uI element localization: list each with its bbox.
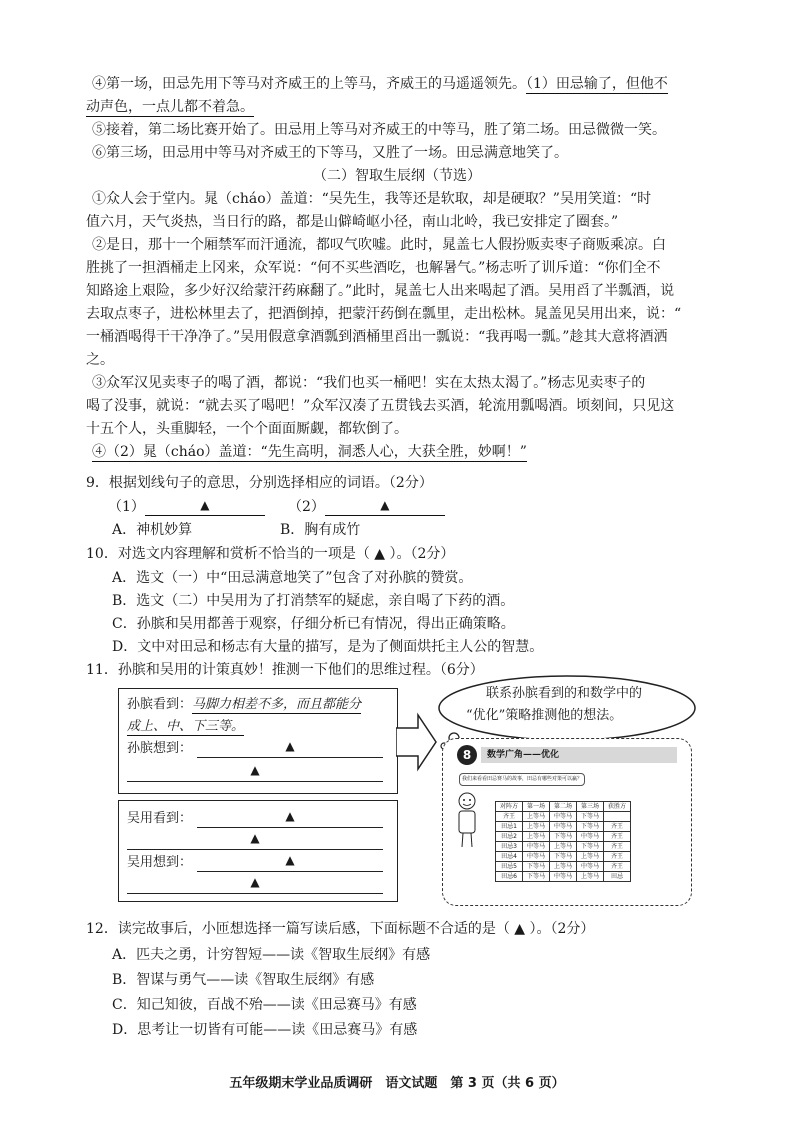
q12-option-b: B．智谋与勇气——读《智取生辰纲》有感 [112, 972, 375, 988]
q12-option-d: D．思考让一切皆有可能——读《田忌赛马》有感 [112, 1022, 418, 1038]
table-cell: 中等马 [550, 872, 577, 882]
page-footer [0, 1072, 794, 1091]
page-number: 第 3 页（共 6 页） [450, 1076, 565, 1091]
q12-option-a: A．匹夫之勇，计穷智短——读《智取生辰纲》有感 [112, 947, 431, 963]
table-cell: 下等马 [550, 852, 577, 862]
table-cell: 第一场 [523, 802, 550, 812]
story1-p4-text: ④第一场，田忌先用下等马对齐威王的上等马，齐威王的马遥遥领先。 [92, 76, 526, 92]
story2-paragraph-2-line4: 去取点枣子，进松林里去了，把酒倒掉，把蒙汗药倒在瓢里，走出松林。晁盖见吴用出来，说：“ [86, 306, 682, 322]
textbook-note: 我们来看看田忌赛马的故事，田忌有哪些对策可以赢？ [459, 773, 585, 786]
triangle-icon: ▲ [380, 498, 390, 512]
q10-option-d: D．文中对田忌和杨志有大量的描写，是为了侧面烘托主人公的智慧。 [112, 639, 544, 655]
exam-title: 五年级期末学业品质调研 语文试题 [229, 1076, 438, 1091]
cloud-text-1: 联系孙膑看到的和数学中的 [486, 686, 643, 701]
triangle-icon: ▲ [285, 809, 295, 823]
table-cell: 田忌3 [496, 842, 523, 852]
sun-bin-see-text: 马脚力相差不多，而且都能分 [192, 697, 362, 712]
answer-blank-1[interactable] [145, 497, 265, 516]
q10-stem: 10．对选文内容理解和赏析不恰当的一项是（ ▲ ）。（2分） [86, 546, 455, 562]
table-row [496, 852, 631, 862]
story1-paragraph-4 [92, 73, 692, 96]
underlined-sentence-2: ④（2）晁（cháo）盖道：“先生高明，洞悉人心，大获全胜，妙啊！” [92, 444, 527, 460]
story2-paragraph-1: ①众人会于堂内。晁（cháo）盖道：“吴先生，我等还是软取，却是硬取？”吴用笑道：“时 [92, 191, 652, 207]
story2-paragraph-3: ③众军汉见卖枣子的喝了酒，都说：“我们也买一桶吧！实在太热太渴了。”杨志见卖枣子的 [92, 375, 646, 391]
table-cell [604, 812, 631, 822]
table-header-row [496, 802, 631, 812]
sun-bin-box [118, 688, 398, 794]
table-cell: 齐王 [604, 822, 631, 832]
table-cell: 上等马 [523, 812, 550, 822]
table-cell: 上等马 [523, 832, 550, 842]
table-cell: 下等马 [577, 812, 604, 822]
table-cell: 上等马 [523, 822, 550, 832]
table-cell: 下等马 [523, 862, 550, 872]
table-cell: 对阵方 [496, 802, 523, 812]
table-row [496, 862, 631, 872]
textbook-excerpt [442, 738, 692, 906]
story2-paragraph-2-line3: 知路途上艰险，多少好汉给蒙汗药麻翻了。”此时，晁盖七人出来喝起了酒。吴用舀了半瓢酒，说 [86, 283, 675, 299]
table-row [496, 812, 631, 822]
triangle-icon: ▲ [250, 831, 260, 845]
story2-paragraph-1-cont: 值六月，天气炎热，当日行的路，都是山僻崎岖小径，南山北岭，我已安排定了圈套。” [86, 214, 619, 230]
story1-paragraph-6: ⑥第三场，田忌用中等马对齐威王的下等马，又胜了一场。田忌满意地笑了。 [92, 145, 568, 161]
table-cell: 下等马 [577, 822, 604, 832]
q9-blank-2[interactable]: （2） ▲ [288, 496, 445, 516]
table-cell: 中等马 [577, 862, 604, 872]
underlined-sentence-1-cont: 动声色，一点儿都不着急。 [86, 99, 254, 115]
table-cell: 上等马 [577, 852, 604, 862]
story1-paragraph-4-cont [86, 96, 686, 119]
student-figure-icon [453, 791, 485, 851]
story2-paragraph-2-line5: 一桶酒喝得干干净净了。”吴用假意拿酒瓢到酒桶里舀出一瓢说：“我再喝一瓢。”趁其大意将酒洒 [86, 329, 668, 345]
table-cell: 田忌5 [496, 862, 523, 872]
table-row [496, 842, 631, 852]
sun-bin-think-label: 孙膑想到： [127, 741, 193, 756]
table-cell: 中等马 [523, 852, 550, 862]
story1-paragraph-5: ⑤接着，第二场比赛开始了。田忌用上等马对齐威王的中等马，胜了第二场。田忌微微一笑。 [92, 122, 666, 138]
story2-paragraph-2-line6: 之。 [86, 352, 114, 368]
lesson-number-badge: 8 [457, 745, 477, 765]
table-cell: 齐王 [604, 842, 631, 852]
table-cell: 齐王 [604, 852, 631, 862]
table-cell: 上等马 [550, 862, 577, 872]
table-cell: 下等马 [550, 832, 577, 842]
table-cell: 上等马 [577, 872, 604, 882]
table-cell: 第二场 [550, 802, 577, 812]
wu-yong-see-blank-2[interactable] [127, 831, 383, 850]
horse-race-table [495, 801, 631, 882]
cloud-text-2: “优化”策略推测他的想法。 [466, 708, 623, 723]
story2-paragraph-3-line3: 十五个人，头重脚轻，一个个面面厮觑，都软倒了。 [86, 421, 408, 437]
wu-yong-think-blank-2[interactable] [127, 875, 383, 894]
underlined-sentence-1: （1）田忌输了，但他不 [526, 76, 668, 92]
q11-stem: 11．孙膑和吴用的计策真妙！推测一下他们的思维过程。（6分） [86, 662, 484, 678]
table-cell: 下等马 [577, 842, 604, 852]
story2-paragraph-2: ②是日，那十一个厢禁军而汗通流，都叹气吹嘘。此时，晁盖七人假扮贩卖枣子商贩乘凉。白 [92, 237, 666, 253]
table-cell: 第三场 [577, 802, 604, 812]
q9-option-a: A．神机妙算 [112, 522, 193, 538]
table-cell: 齐王 [496, 812, 523, 822]
table-cell: 田忌 [604, 872, 631, 882]
story2-paragraph-4 [92, 441, 692, 464]
triangle-icon: ▲ [285, 853, 295, 867]
table-row [496, 872, 631, 882]
wu-yong-see-label: 吴用看到： [127, 811, 193, 826]
table-cell: 中等马 [577, 832, 604, 842]
story2-heading: （二）智取生辰纲（节选） [313, 168, 481, 184]
sun-bin-think-blank-1[interactable] [197, 739, 383, 758]
q9-stem: 9．根据划线句子的意思，分别选择相应的词语。（2分） [86, 475, 433, 491]
table-cell: 下等马 [523, 872, 550, 882]
q9-option-b: B．胸有成竹 [280, 522, 361, 538]
q10-option-c: C．孙膑和吴用都善于观察，仔细分析已有情况，得出正确策略。 [112, 616, 515, 632]
q12-stem: 12．读完故事后，小匝想选择一篇写读后感，下面标题不合适的是（ ▲ ）。（2分） [86, 921, 595, 937]
triangle-icon: ▲ [250, 875, 260, 889]
story2-paragraph-2-line2: 胜挑了一担酒桶走上冈来，众军说：“何不买些酒吃，也解暑气。”杨志听了训斥道：“你们全不 [86, 260, 661, 276]
wu-yong-box [118, 800, 398, 902]
table-row [496, 822, 631, 832]
answer-blank-2[interactable] [325, 497, 445, 516]
sun-bin-think-blank-2[interactable] [127, 763, 383, 782]
table-cell: 田忌4 [496, 852, 523, 862]
sun-bin-see-text-cont: 成上、中、下三等。 [127, 719, 245, 734]
table-row [496, 832, 631, 842]
table-cell: 中等马 [550, 812, 577, 822]
q9-blank-1[interactable]: （1） ▲ [108, 496, 265, 516]
table-cell: 齐王 [604, 832, 631, 842]
sun-bin-see-label: 孙膑看到： [127, 697, 193, 712]
wu-yong-think-label: 吴用想到： [127, 855, 193, 870]
table-cell: 田忌1 [496, 822, 523, 832]
triangle-icon: ▲ [285, 739, 295, 753]
triangle-icon: ▲ [250, 763, 260, 777]
table-cell: 田忌6 [496, 872, 523, 882]
table-cell: 获胜方 [604, 802, 631, 812]
q10-option-b: B．选文（二）中吴用为了打消禁军的疑虑，亲自喝了下药的酒。 [112, 593, 515, 609]
table-cell: 中等马 [523, 842, 550, 852]
table-cell: 田忌2 [496, 832, 523, 842]
wu-yong-think-blank-1[interactable] [197, 853, 383, 872]
textbook-title: 数学广角——优化 [481, 747, 677, 763]
table-cell: 齐王 [604, 862, 631, 872]
wu-yong-see-blank-1[interactable] [197, 809, 383, 828]
triangle-icon: ▲ [200, 498, 210, 512]
table-cell: 中等马 [550, 822, 577, 832]
table-cell: 上等马 [550, 842, 577, 852]
story2-paragraph-3-line2: 喝了没事，就说：“就去买了喝吧！”众军汉凑了五贯钱去买酒，轮流用瓢喝酒。顷刻间，只见这 [86, 398, 675, 414]
q10-option-a: A．选文（一）中“田忌满意地笑了”包含了对孙膑的赞赏。 [112, 570, 473, 586]
q12-option-c: C．知己知彼，百战不殆——读《田忌赛马》有感 [112, 997, 417, 1013]
